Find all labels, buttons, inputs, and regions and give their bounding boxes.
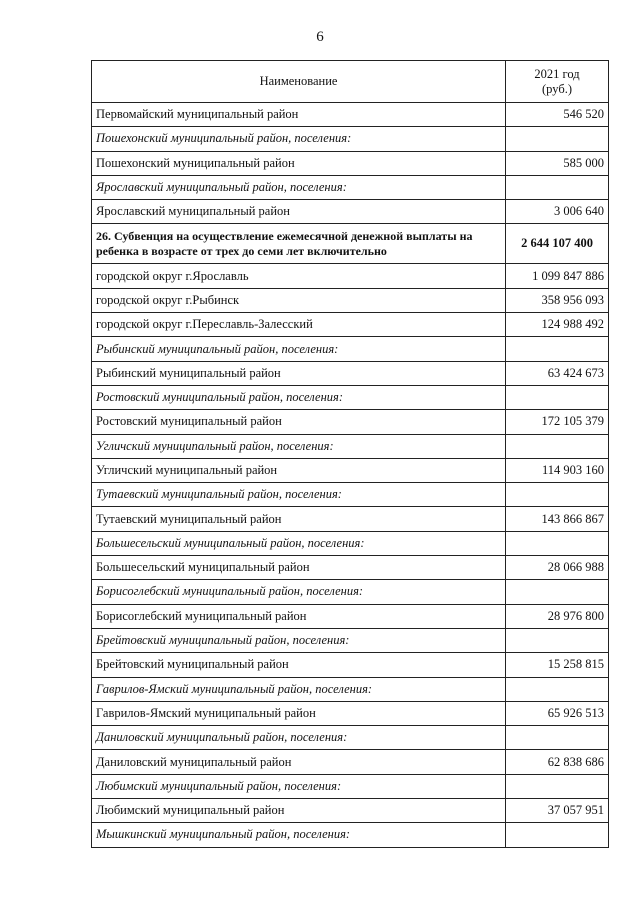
row-name: Пошехонский муниципальный район (92, 151, 506, 175)
table-row (92, 200, 609, 224)
group-row (92, 580, 609, 604)
table-row (92, 313, 609, 337)
table-row (92, 410, 609, 434)
row-amount: 358 956 093 (506, 288, 609, 312)
row-name: Даниловский муниципальный район (92, 750, 506, 774)
row-amount: 62 838 686 (506, 750, 609, 774)
header-amount-unit: (руб.) (542, 81, 572, 96)
group-row (92, 127, 609, 151)
group-row (92, 823, 609, 847)
row-amount (506, 531, 609, 555)
group-title: Любимский муниципальный район, поселения: (92, 774, 506, 798)
row-amount: 546 520 (506, 103, 609, 127)
group-row (92, 175, 609, 199)
row-amount: 28 066 988 (506, 556, 609, 580)
row-amount: 585 000 (506, 151, 609, 175)
group-row (92, 628, 609, 652)
table-row (92, 103, 609, 127)
row-amount (506, 337, 609, 361)
row-amount: 63 424 673 (506, 361, 609, 385)
table-row (92, 151, 609, 175)
row-name: городской округ г.Переславль-Залесский (92, 313, 506, 337)
row-amount: 143 866 867 (506, 507, 609, 531)
row-name: городской округ г.Ярославль (92, 264, 506, 288)
group-title: Мышкинский муниципальный район, поселения: (92, 823, 506, 847)
header-name: Наименование (92, 61, 506, 103)
group-row (92, 726, 609, 750)
section-title: 26. Субвенция на осуществление ежемесячной денежной выплаты на ребенка в возрасте от трех до семи лет включительно (92, 224, 506, 264)
row-name: Первомайский муниципальный район (92, 103, 506, 127)
row-amount: 15 258 815 (506, 653, 609, 677)
group-row (92, 385, 609, 409)
row-amount (506, 483, 609, 507)
row-amount (506, 677, 609, 701)
row-amount (506, 127, 609, 151)
table-row (92, 264, 609, 288)
row-amount: 37 057 951 (506, 799, 609, 823)
group-title: Большесельский муниципальный район, поселения: (92, 531, 506, 555)
row-name: Гаврилов-Ямский муниципальный район (92, 701, 506, 725)
row-name: Любимский муниципальный район (92, 799, 506, 823)
table-row (92, 556, 609, 580)
section-row (92, 224, 609, 264)
group-title: Тутаевский муниципальный район, поселения: (92, 483, 506, 507)
group-row (92, 337, 609, 361)
table-row (92, 288, 609, 312)
row-amount: 172 105 379 (506, 410, 609, 434)
row-amount (506, 385, 609, 409)
header-amount (506, 61, 609, 103)
group-row (92, 531, 609, 555)
group-row (92, 434, 609, 458)
row-name: Угличский муниципальный район (92, 458, 506, 482)
group-title: Гаврилов-Ямский муниципальный район, поселения: (92, 677, 506, 701)
row-name: Брейтовский муниципальный район (92, 653, 506, 677)
row-amount (506, 774, 609, 798)
group-title: Ярославский муниципальный район, поселения: (92, 175, 506, 199)
table-row (92, 750, 609, 774)
row-amount: 124 988 492 (506, 313, 609, 337)
row-amount (506, 628, 609, 652)
table-row (92, 799, 609, 823)
table-row (92, 701, 609, 725)
row-name: Рыбинский муниципальный район (92, 361, 506, 385)
group-title: Брейтовский муниципальный район, поселения: (92, 628, 506, 652)
row-amount (506, 434, 609, 458)
table-header-row (92, 61, 609, 103)
row-amount (506, 175, 609, 199)
page-number: 6 (316, 29, 324, 45)
row-name: городской округ г.Рыбинск (92, 288, 506, 312)
section-amount: 2 644 107 400 (506, 224, 609, 264)
group-row (92, 677, 609, 701)
table-row (92, 361, 609, 385)
group-title: Ростовский муниципальный район, поселения: (92, 385, 506, 409)
row-name: Ярославский муниципальный район (92, 200, 506, 224)
row-amount: 1 099 847 886 (506, 264, 609, 288)
table-body (92, 103, 609, 848)
group-title: Рыбинский муниципальный район, поселения: (92, 337, 506, 361)
group-title: Угличский муниципальный район, поселения: (92, 434, 506, 458)
row-name: Ростовский муниципальный район (92, 410, 506, 434)
table-row (92, 604, 609, 628)
table-row (92, 507, 609, 531)
table-row (92, 653, 609, 677)
row-amount: 28 976 800 (506, 604, 609, 628)
row-amount: 65 926 513 (506, 701, 609, 725)
row-amount (506, 580, 609, 604)
table-row (92, 458, 609, 482)
group-title: Даниловский муниципальный район, поселения: (92, 726, 506, 750)
row-name: Большесельский муниципальный район (92, 556, 506, 580)
row-amount (506, 726, 609, 750)
group-row (92, 774, 609, 798)
budget-table (91, 60, 609, 848)
group-row (92, 483, 609, 507)
row-amount: 114 903 160 (506, 458, 609, 482)
row-name: Борисоглебский муниципальный район (92, 604, 506, 628)
header-amount-year: 2021 год (534, 66, 580, 81)
row-amount (506, 823, 609, 847)
row-name: Тутаевский муниципальный район (92, 507, 506, 531)
group-title: Пошехонский муниципальный район, поселения: (92, 127, 506, 151)
row-amount: 3 006 640 (506, 200, 609, 224)
group-title: Борисоглебский муниципальный район, поселения: (92, 580, 506, 604)
